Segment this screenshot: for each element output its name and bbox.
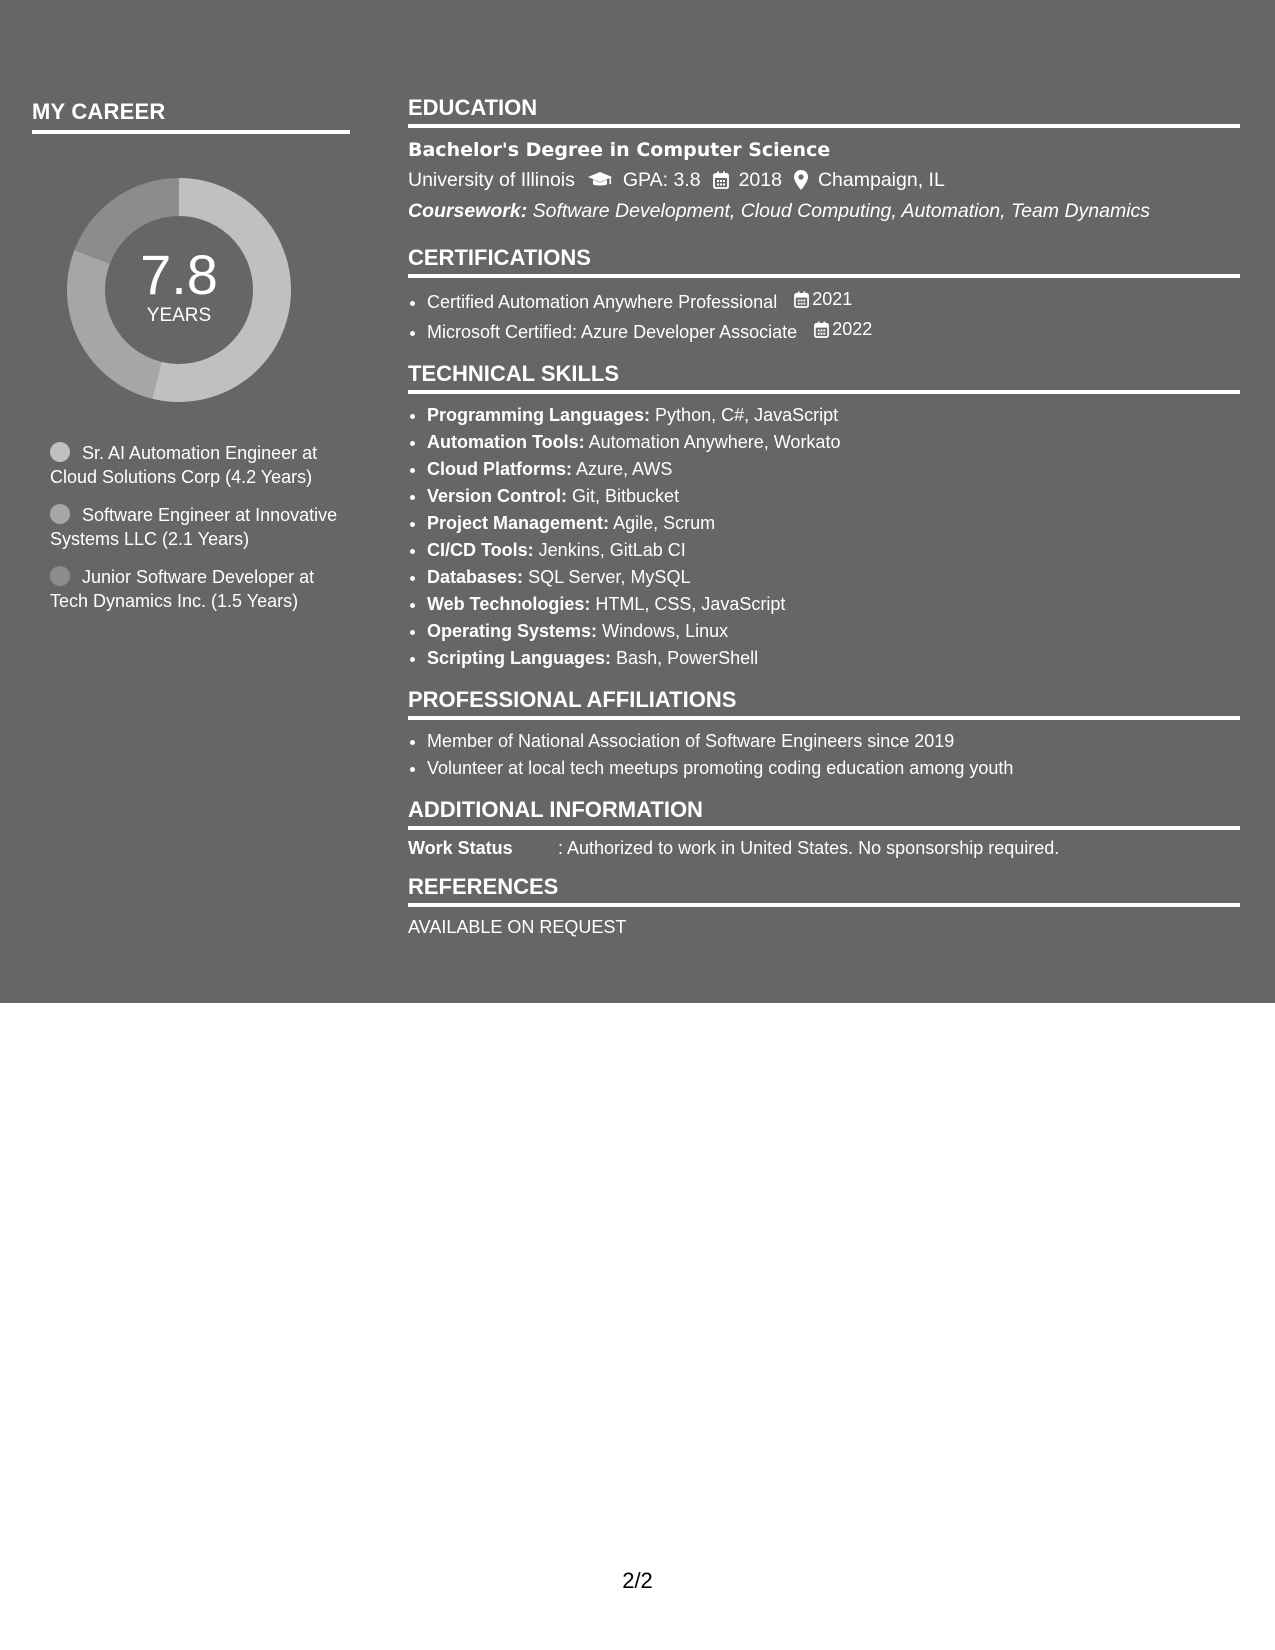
certifications-heading: CERTIFICATIONS xyxy=(408,245,591,270)
skill-item xyxy=(427,618,1240,645)
legend-dot xyxy=(50,442,70,462)
calendar-icon xyxy=(814,321,829,338)
skill-item xyxy=(427,510,1240,537)
main-column xyxy=(408,94,1240,938)
work-status-label: Work Status xyxy=(408,838,513,858)
career-heading: MY CAREER xyxy=(32,99,166,124)
career-job-item xyxy=(50,441,340,489)
skill-label: Scripting Languages: xyxy=(427,648,612,668)
graduation-cap-icon xyxy=(587,171,613,189)
career-job-item xyxy=(50,565,340,613)
skill-item xyxy=(427,483,1240,510)
skill-item xyxy=(427,564,1240,591)
affiliations-heading: PROFESSIONAL AFFILIATIONS xyxy=(408,687,737,712)
skill-item xyxy=(427,429,1240,456)
skill-label: Automation Tools: xyxy=(427,432,585,452)
total-years-unit: YEARS xyxy=(146,305,212,326)
references-text: AVAILABLE ON REQUEST xyxy=(408,917,627,937)
school-location: Champaign, IL xyxy=(817,169,945,191)
skill-value: Agile, Scrum xyxy=(613,513,716,533)
work-status-row xyxy=(408,838,1240,859)
career-job-text: Software Engineer at Innovative Systems LLC (2.1 Years) xyxy=(50,505,338,549)
skill-item xyxy=(427,456,1240,483)
skill-value: HTML, CSS, JavaScript xyxy=(595,594,786,614)
skill-value: Jenkins, GitLab CI xyxy=(538,540,686,560)
career-job-text: Sr. AI Automation Engineer at Cloud Solutions Corp (4.2 Years) xyxy=(50,443,318,487)
skill-value: Bash, PowerShell xyxy=(616,648,759,668)
legend-dot xyxy=(50,566,70,586)
section-rule xyxy=(408,124,1240,128)
additional-info-heading: ADDITIONAL INFORMATION xyxy=(408,797,703,822)
references-section xyxy=(408,873,1240,938)
map-pin-icon xyxy=(794,170,808,190)
certification-year: 2021 xyxy=(812,289,853,309)
skill-label: Operating Systems: xyxy=(427,621,598,641)
coursework-text: Software Development, Cloud Computing, Automation, Team Dynamics xyxy=(532,200,1151,222)
certification-name: Microsoft Certified: Azure Developer Associate xyxy=(427,322,798,342)
skills-section xyxy=(408,360,1240,672)
degree-title: Bachelor's Degree in Computer Science xyxy=(408,139,831,161)
total-years-value: 7.8 xyxy=(140,243,218,306)
skill-item xyxy=(427,645,1240,672)
section-rule xyxy=(408,390,1240,394)
certification-date xyxy=(794,286,852,313)
skill-label: Cloud Platforms: xyxy=(427,459,573,479)
section-rule xyxy=(408,716,1240,720)
career-heading-rule xyxy=(32,130,350,134)
skill-label: Programming Languages: xyxy=(427,405,651,425)
certifications-list xyxy=(408,286,1240,346)
skill-value: Windows, Linux xyxy=(602,621,729,641)
skill-label: Project Management: xyxy=(427,513,610,533)
skill-value: Automation Anywhere, Workato xyxy=(588,432,841,452)
affiliation-item: • Member of National Association of Software Engineers since 2019 xyxy=(427,728,1240,755)
legend-dot xyxy=(50,504,70,524)
gpa-text: GPA: 3.8 xyxy=(622,169,701,191)
graduation-year: 2018 xyxy=(738,169,782,191)
skills-list xyxy=(408,402,1240,672)
coursework-line xyxy=(408,198,1240,224)
section-rule xyxy=(408,274,1240,278)
affiliations-list xyxy=(408,728,1240,782)
skill-item xyxy=(427,591,1240,618)
skill-label: Version Control: xyxy=(427,486,568,506)
work-status-value: : Authorized to work in United States. No sponsorship required. xyxy=(558,838,1060,858)
skill-value: Git, Bitbucket xyxy=(572,486,680,506)
career-job-item xyxy=(50,503,340,551)
coursework-label: Coursework: xyxy=(408,200,528,222)
additional-info-section xyxy=(408,796,1240,859)
certification-date xyxy=(814,316,872,343)
skill-value: Azure, AWS xyxy=(576,459,673,479)
school-name: University of Illinois xyxy=(408,169,575,191)
certification-year: 2022 xyxy=(832,319,873,339)
certification-item xyxy=(427,286,1240,316)
career-donut-chart xyxy=(64,175,294,405)
career-column xyxy=(32,98,350,627)
education-section xyxy=(408,94,1240,224)
skill-item xyxy=(427,537,1240,564)
calendar-icon xyxy=(794,291,809,308)
skill-value: SQL Server, MySQL xyxy=(528,567,691,587)
page-number: 2/2 xyxy=(622,1568,653,1593)
section-rule xyxy=(408,903,1240,907)
certification-name: Certified Automation Anywhere Professional xyxy=(427,292,778,312)
career-job-list xyxy=(50,441,340,613)
skill-value: Python, C#, JavaScript xyxy=(655,405,839,425)
affiliation-item: • Volunteer at local tech meetups promoting coding education among youth xyxy=(427,755,1240,782)
certifications-section xyxy=(408,244,1240,346)
affiliations-section xyxy=(408,686,1240,782)
certification-item xyxy=(427,316,1240,346)
section-rule xyxy=(408,826,1240,830)
skill-label: Databases: xyxy=(427,567,524,587)
career-job-text: Junior Software Developer at Tech Dynamics Inc. (1.5 Years) xyxy=(50,567,315,611)
skills-heading: TECHNICAL SKILLS xyxy=(408,361,620,386)
skill-item xyxy=(427,402,1240,429)
education-details xyxy=(408,167,1240,193)
references-heading: REFERENCES xyxy=(408,874,559,899)
calendar-icon xyxy=(713,171,729,189)
skill-label: Web Technologies: xyxy=(427,594,591,614)
education-heading: EDUCATION xyxy=(408,95,538,120)
skill-label: CI/CD Tools: xyxy=(427,540,534,560)
